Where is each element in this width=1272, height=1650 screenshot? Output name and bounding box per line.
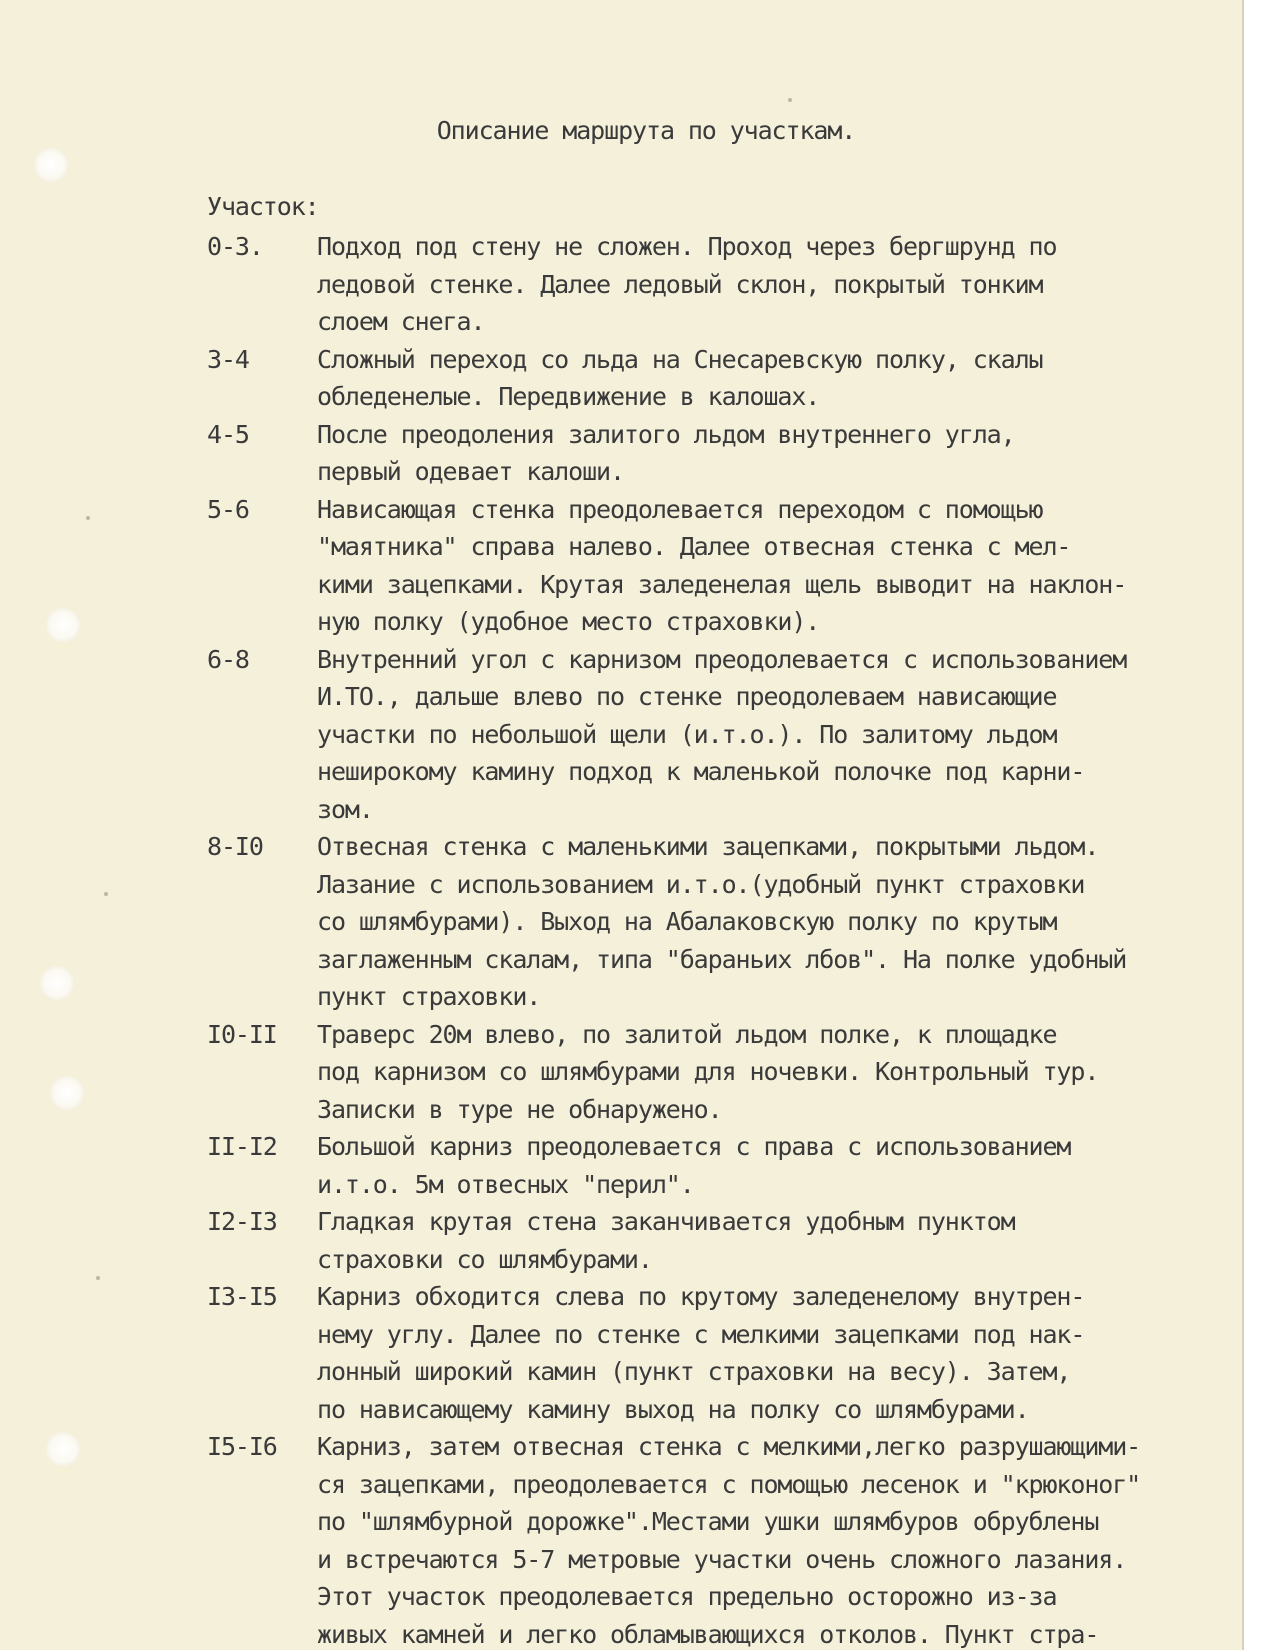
entry-text	[317, 416, 1207, 491]
entry-line: Траверс 20м влево, по залитой льдом полке, к площадке	[317, 1019, 1057, 1049]
entry-line: неширокому камину подход к маленькой полочке под карни-	[317, 757, 1085, 786]
entry-code: I0-II	[207, 1019, 277, 1049]
route-entry	[207, 1128, 1207, 1203]
entry-line: После преодоления залитого льдом внутреннего угла,	[317, 419, 1015, 449]
entry-line: первый одевает калоши.	[317, 457, 624, 486]
paper-speck	[96, 1276, 100, 1280]
entry-line: нему углу. Далее по стенке с мелкими зацепками под нак-	[317, 1319, 1085, 1349]
punch-hole	[46, 608, 80, 642]
entry-line: зом.	[317, 794, 373, 824]
entry-text	[317, 1278, 1207, 1428]
entry-line: Карниз обходится слева по крутому заледенелому внутрен-	[317, 1282, 1085, 1311]
route-entry	[207, 828, 1207, 1016]
entry-line: Этот участок преодолевается предельно осторожно из-за	[317, 1582, 1057, 1611]
entry-line: кими зацепками. Крутая заледенелая щель выводит на наклон-	[317, 569, 1127, 599]
entry-line: под карнизом со шлямбурами для ночевки. Контрольный тур.	[317, 1057, 1099, 1086]
section-label: Участок:	[207, 192, 319, 221]
entry-line: Лазание с использованием и.т.о.(удобный пункт страховки	[317, 869, 1085, 899]
route-entry	[207, 416, 1207, 491]
entry-code: 4-5	[207, 419, 249, 449]
entry-line: ную полку (удобное место страховки).	[317, 607, 820, 636]
paper-speck	[104, 892, 108, 896]
entry-text	[317, 491, 1207, 641]
entry-text	[317, 1428, 1207, 1650]
route-entry	[207, 1203, 1207, 1278]
entry-text	[317, 828, 1207, 1016]
entry-line: Гладкая крутая стена заканчивается удобным пунктом	[317, 1207, 1015, 1236]
entry-line: по нависающему камину выход на полку со шлямбурами.	[317, 1394, 1029, 1424]
entry-line: заглаженным скалам, типа "бараньих лбов". На полке удобный	[317, 944, 1127, 974]
entry-line: страховки со шлямбурами.	[317, 1244, 652, 1274]
entry-line: со шлямбурами). Выход на Абалаковскую полку по крутым	[317, 907, 1057, 936]
entry-line: лонный широкий камин (пункт страховки на весу). Затем,	[317, 1357, 1071, 1386]
entry-text	[317, 1016, 1207, 1129]
entry-line: и встречаются 5-7 метровые участки очень сложного лазания.	[317, 1544, 1127, 1574]
entry-line: Карниз, затем отвесная стенка с мелкими,легко разрушающими-	[317, 1432, 1141, 1461]
punch-hole	[40, 966, 74, 1000]
entry-code: 0-3.	[207, 232, 263, 261]
entry-code: I5-I6	[207, 1432, 277, 1461]
entry-line: Подход под стену не сложен. Проход через бергшрунд по	[317, 232, 1057, 261]
entry-line: и.т.о. 5м отвесных "перил".	[317, 1169, 694, 1199]
route-entry	[207, 1428, 1207, 1650]
entry-text	[317, 341, 1207, 416]
entry-line: И.ТО., дальше влево по стенке преодолеваем нависающие	[317, 682, 1057, 711]
route-entry	[207, 1278, 1207, 1428]
entry-line: участки по небольшой щели (и.т.о.). По залитому льдом	[317, 719, 1057, 749]
route-entry	[207, 641, 1207, 829]
route-entry	[207, 228, 1207, 341]
entry-line: Сложный переход со льда на Снесаревскую полку, скалы	[317, 344, 1043, 374]
punch-hole	[34, 148, 68, 182]
route-entries	[207, 228, 1207, 1650]
entry-line: ледовой стенке. Далее ледовый склон, покрытый тонким	[317, 269, 1043, 299]
entry-code: 6-8	[207, 644, 249, 674]
entry-line: ся зацепками, преодолевается с помощью лесенок и "крюконог"	[317, 1469, 1141, 1499]
entry-text	[317, 641, 1207, 829]
paper-speck	[788, 98, 792, 102]
entry-line: Внутренний угол с карнизом преодолевается с использованием	[317, 644, 1127, 674]
entry-code: 3-4	[207, 344, 249, 374]
entry-line: по "шлямбурной дорожке".Местами ушки шлямбуров обрублены	[317, 1507, 1099, 1536]
entry-code: II-I2	[207, 1132, 277, 1161]
entry-line: "маятника" справа налево. Далее отвесная стенка с мел-	[317, 532, 1071, 561]
entry-text	[317, 1128, 1207, 1203]
entry-line: Большой карниз преодолевается с права с использованием	[317, 1132, 1071, 1161]
punch-hole	[50, 1076, 84, 1110]
entry-code: I3-I5	[207, 1282, 277, 1311]
document-title: Описание маршрута по участкам.	[436, 116, 856, 145]
entry-text	[317, 1203, 1207, 1278]
route-entry	[207, 341, 1207, 416]
entry-line: пункт страховки.	[317, 982, 541, 1011]
entry-line: Нависающая стенка преодолевается переходом с помощью	[317, 494, 1043, 524]
entry-line: Записки в туре не обнаружено.	[317, 1094, 722, 1124]
entry-code: I2-I3	[207, 1207, 277, 1236]
paper-speck	[86, 516, 90, 520]
entry-code: 5-6	[207, 494, 249, 524]
entry-line: слоем снега.	[317, 307, 485, 336]
entry-line: обледенелые. Передвижение в калошах.	[317, 382, 820, 411]
entry-line: живых камней и легко обламывающихся отколов. Пункт стра-	[317, 1619, 1099, 1649]
entry-line: Отвесная стенка с маленькими зацепками, покрытыми льдом.	[317, 832, 1099, 861]
punch-hole	[46, 1432, 80, 1466]
entry-code: 8-I0	[207, 832, 263, 861]
route-entry	[207, 1016, 1207, 1129]
route-entry	[207, 491, 1207, 641]
entry-text	[317, 228, 1207, 341]
